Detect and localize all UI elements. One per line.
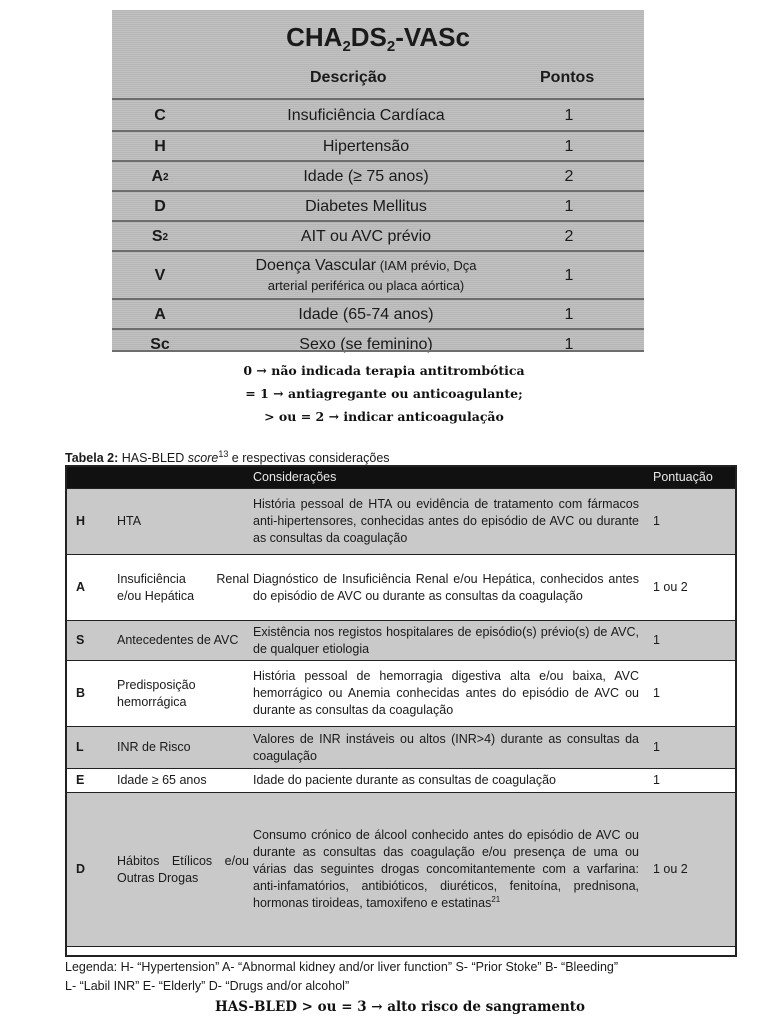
hasbled-row-code: E	[76, 773, 85, 788]
hasbled-row-considerations: Existência nos registos hospitalares de episódio(s) prévio(s) de AVC, de qualquer etiologia	[253, 624, 639, 656]
cha-row-points: 1	[564, 267, 574, 284]
cha-bottom-rule	[112, 350, 644, 352]
hasbled-row-points: 1 ou 2	[653, 580, 688, 595]
legend-line-1: Legenda: H- “Hypertension” A- “Abnormal kidney and/or liver function” S- “Prior Stoke” B- “Bleeding”	[65, 960, 619, 974]
cha-row-description: Doença Vascular (IAM prévio, Dça arterial periférica ou placa aórtica)	[255, 257, 477, 293]
hasbled-legend	[65, 958, 745, 997]
note-line-3: > ou = 2 → indicar anticoagulação	[264, 409, 504, 424]
hasbled-row-name: Predisposição hemorrágica	[117, 677, 196, 709]
hasbled-row-points: 1	[653, 740, 660, 755]
cha-row-points: 1	[564, 306, 574, 323]
cha-row	[112, 98, 644, 132]
cha-row	[112, 298, 644, 330]
hasbled-row-name: INR de Risco	[117, 740, 191, 755]
hasbled-row-name: Hábitos Etílicos e/ou Outras Drogas	[117, 853, 249, 885]
hasbled-header-points: Pontuação	[653, 470, 713, 485]
cha-row	[112, 190, 644, 222]
cha-row-points: 1	[564, 107, 574, 124]
cha-row	[112, 220, 644, 252]
cha-row-description: Idade (65-74 anos)	[298, 306, 434, 323]
hasbled-row-code: A	[76, 580, 86, 595]
cha-row-description: Insuficiência Cardíaca	[287, 107, 445, 124]
hasbled-row-points: 1	[653, 773, 660, 788]
hasbled-row-points: 1	[653, 686, 660, 701]
cha-row	[112, 328, 644, 360]
hasbled-row-name: Antecedentes de AVC	[117, 633, 239, 648]
hasbled-row-considerations: História pessoal de hemorragia digestiva alta e/ou baixa, AVC hemorrágico ou Anemia conhecidas antes do episódio de AVC ou durante as consultas da coagulação	[253, 669, 639, 717]
hasbled-row	[67, 769, 735, 793]
cha-row-code: H	[154, 138, 166, 155]
cha-row-points: 2	[564, 168, 574, 185]
hasbled-row	[67, 727, 735, 769]
cha-row-description: Idade (≥ 75 anos)	[303, 168, 429, 185]
hasbled-row-name: HTA	[117, 514, 142, 529]
cha-row-points: 1	[564, 198, 574, 215]
cha-row-description: Hipertensão	[322, 138, 410, 155]
hasbled-row-considerations: Consumo crónico de álcool conhecido antes do episódio de AVC ou durante as consultas das coagulação e/ou presença de uma ou várias das seguintes drogas concomitantemente com a varfarina: anti-infamatórios, antibióticos, diuréticos, fenitoína, prednisona, hormonas tiroideas, tamoxifeno e estatinas$^{21}$	[253, 828, 639, 910]
hasbled-row-code: S	[76, 633, 85, 648]
hasbled-caption: Tabela 2: HAS-BLED score$^{13}$ e respectivas considerações	[65, 449, 390, 466]
note-line-2: = 1 → antiagregante ou anticoagulante;	[245, 386, 523, 401]
hasbled-row-considerations: Idade do paciente durante as consultas de coagulação	[253, 773, 557, 788]
cha2ds2vasc-title: $CHA_2DS_2$-VASc	[286, 22, 470, 55]
hasbled-row-name: Idade ≥ 65 anos	[117, 773, 207, 788]
cha-row	[112, 130, 644, 162]
hasbled-row-considerations: História pessoal de HTA ou evidência de tratamento com fármacos anti-hipertensores, conhecidas antes do episódio de AVC ou durante as consultas da coagulação	[253, 497, 639, 545]
note-line-1: 0 → não indicada terapia antitrombótica	[243, 363, 525, 378]
cha-row-description: Diabetes Mellitus	[305, 198, 427, 215]
cha-row-code: D	[154, 198, 166, 215]
legend-line-2: L- “Labil INR” E- “Elderly” D- “Drugs and/or alcohol”	[65, 979, 350, 994]
cha-row-points: 2	[564, 228, 574, 245]
hasbled-table	[65, 465, 737, 957]
hasbled-row-code: L	[76, 740, 84, 755]
cha-header-description: Descrição	[310, 69, 387, 86]
hasbled-row-code: H	[76, 514, 86, 529]
hasbled-row	[67, 661, 735, 727]
cha-row-code: C	[154, 107, 166, 124]
hasbled-row-points: 1	[653, 514, 660, 529]
hasbled-row-name: Insuficiência Renal e/ou Hepática	[117, 571, 249, 603]
hasbled-row-code: B	[76, 686, 86, 701]
cha-row-code: Sc	[150, 336, 170, 353]
hasbled-header-considerations: Considerações	[253, 470, 337, 485]
hasbled-header-row	[67, 467, 735, 489]
cha-row	[112, 250, 644, 300]
hasbled-row-points: 1	[653, 633, 660, 648]
cha-row-description: Sexo (se feminino)	[299, 336, 433, 353]
cha-row	[112, 160, 644, 192]
cha-header-points: Pontos	[540, 69, 595, 86]
hasbled-row-considerations: Diagnóstico de Insuficiência Renal e/ou Hepática, conhecidos antes do episódio de AVC ou durante as consultas da coagulação	[253, 571, 639, 603]
hasbled-row-code: D	[76, 862, 86, 877]
hasbled-row	[67, 621, 735, 661]
cha2ds2vasc-table	[112, 10, 644, 352]
cha-row-description: AIT ou AVC prévio	[300, 228, 432, 245]
cha-row-code: A	[154, 306, 166, 323]
hasbled-row-considerations: Valores de INR instáveis ou altos (INR>4) durante as consultas da coagulação	[253, 731, 639, 763]
cha-row-code: V	[154, 267, 166, 284]
hasbled-row	[67, 555, 735, 621]
hasbled-footer: HAS-BLED > ou = 3 → alto risco de sangramento	[214, 999, 586, 1015]
hasbled-row-points: 1 ou 2	[653, 862, 688, 877]
cha-row-code: S 2	[151, 228, 169, 245]
hasbled-row	[67, 793, 735, 947]
cha-row-points: 1	[564, 138, 574, 155]
hasbled-row	[67, 489, 735, 555]
cha-row-code: A 2	[151, 168, 169, 185]
cha-row-points: 1	[564, 336, 574, 353]
